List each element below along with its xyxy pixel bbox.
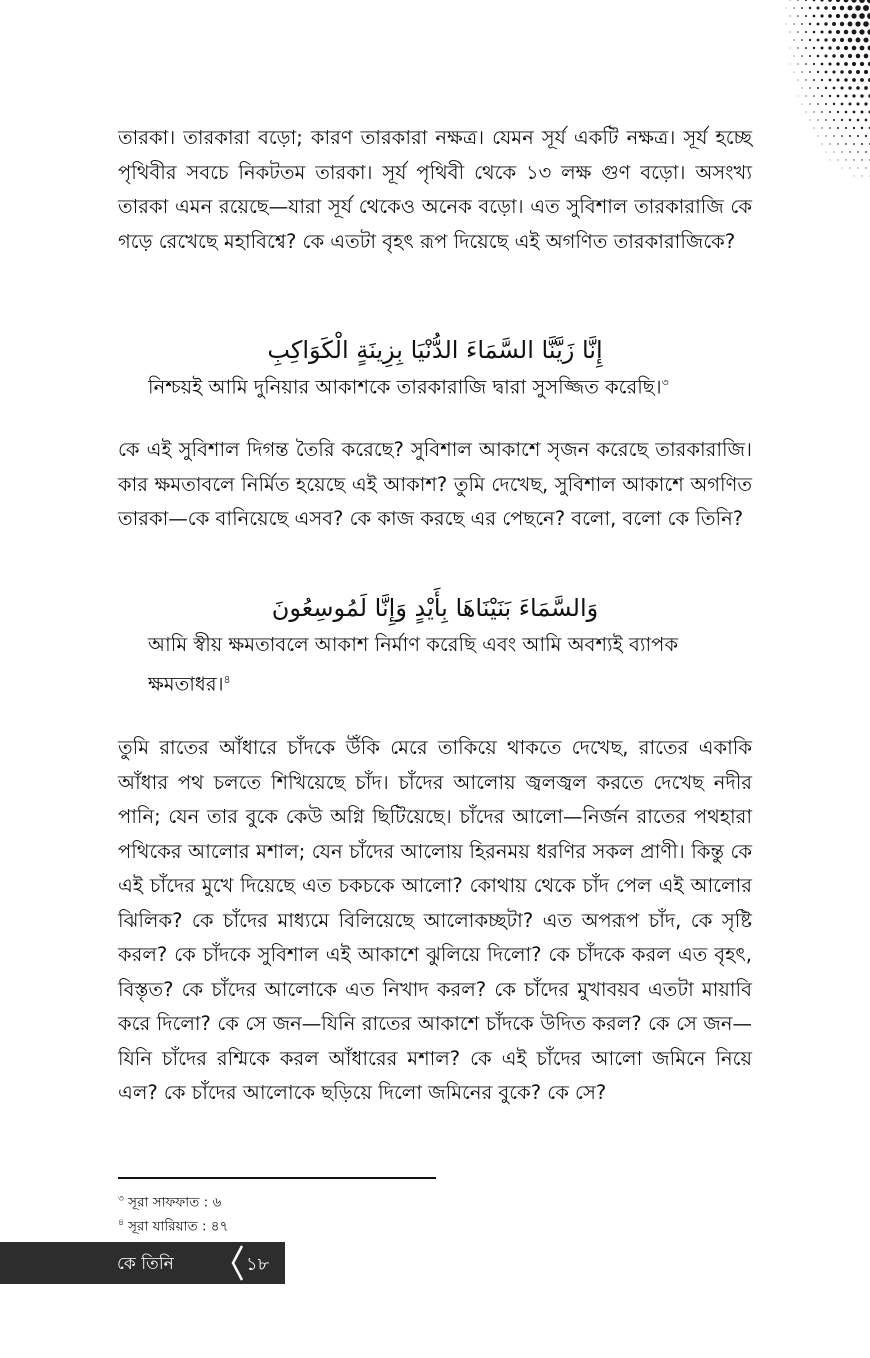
footnote-ref-3: ৩ <box>661 376 669 389</box>
book-title: কে তিনি <box>117 1254 174 1274</box>
chevron-left-icon <box>228 1242 248 1284</box>
verse-1-translation <box>148 366 752 405</box>
footnote-1 <box>118 1190 221 1212</box>
footnote-2-number: ৪ <box>118 1218 124 1228</box>
paragraph-sky: কে এই সুবিশাল দিগন্ত তৈরি করেছে? সুবিশাল আকাশে সৃজন করেছে তারকারাজি। কার ক্ষমতাবলে নির্মিত হয়েছে এই আকাশ? তুমি দেখেছ, সুবিশাল আকাশে অগণিত তারকা—কে বানিয়েছে এসব? কে কাজ করছে এর পেছনে? বলো, বলো কে তিনি? <box>118 438 752 530</box>
arabic-verse-1: إِنَّا زَيَّنَّا السَّمَاءَ الدُّنْيَا بِزِينَةٍ الْكَوَاكِبِ <box>267 336 603 364</box>
arabic-verse-2: وَالسَّمَاءَ بَنَيْنَاهَا بِأَيْدٍ وَإِنَّا لَمُوسِعُونَ <box>271 594 599 622</box>
page-number: ১৮ <box>246 1254 270 1275</box>
footnote-divider <box>118 1177 436 1179</box>
page-footer-bar <box>0 1242 285 1284</box>
verse-2-translation <box>148 628 752 702</box>
footnote-1-number: ৩ <box>118 1194 124 1204</box>
footnote-2-text: সূরা যারিয়াত : ৪৭ <box>123 1218 229 1235</box>
paragraph-stars: তারকা। তারকারা বড়ো; কারণ তারকারা নক্ষত্র। যেমন সূর্য একটি নক্ষত্র। সূর্য হচ্ছে পৃথিবীর সবচে নিকটতম তারকা। সূর্য পৃথিবী থেকে ১৩ লক্ষ গুণ বড়ো। অসংখ্য তারকা এমন রয়েছে—যারা সূর্য থেকেও অনেক বড়ো। এত সুবিশাল তারকারাজি কে গড়ে রেখেছে মহাবিশ্বে? কে এতটা বৃহৎ রূপ দিয়েছে এই অগণিত তারকারাজিকে? <box>118 126 752 253</box>
paragraph-moon: তুমি রাতের আঁধারে চাঁদকে উঁকি মেরে তাকিয়ে থাকতে দেখেছ, রাতের একাকি আঁধার পথ চলতে শিখিয়েছে চাঁদ। চাঁদের আলোয় জ্বলজ্বল করতে দেখেছ নদীর পানি; যেন তার বুকে কেউ অগ্নি ছিটিয়েছে। চাঁদের আলো—নির্জন রাতের পথহারা পথিকের আলোর মশাল; যেন চাঁদের আলোয় হিরনময় ধরণির সকল প্রাণী। কিন্তু কে এই চাঁদের মুখে দিয়েছে এত চকচকে আলো? কোথায় থেকে চাঁদ পেল এই আলোর ঝিলিক? কে চাঁদের মাধ্যমে বিলিয়েছে আলোকচ্ছটা? এত অপরূপ চাঁদ, কে সৃষ্টি করল? কে চাঁদকে সুবিশাল এই আকাশে ঝুলিয়ে দিলো? কে চাঁদকে করল এত বৃহৎ, বিস্তৃত? কে চাঁদের আলোকে এত নিখাদ করল? কে চাঁদের মুখাবয়ব এতটা মায়াবি করে দিলো? কে সে জন—যিনি রাতের আকাশে চাঁদকে উদিত করল? কে সে জন—যিনি চাঁদের রশ্মিকে করল আঁধারের মশাল? কে এই চাঁদের আলো জমিনে নিয়ে এল? কে চাঁদের আলোকে ছড়িয়ে দিলো জমিনের বুকে? কে সে? <box>118 736 752 1104</box>
footnote-2 <box>118 1214 228 1236</box>
verse-1-translation-text: নিশ্চয়ই আমি দুনিয়ার আকাশকে তারকারাজি দ্বারা সুসজ্জিত করেছি। <box>148 375 662 399</box>
footnote-1-text: সূরা সাফফাত : ৬ <box>123 1194 222 1211</box>
footnote-ref-4: ৪ <box>223 672 231 686</box>
verse-2-translation-text: আমি স্বীয় ক্ষমতাবলে আকাশ নির্মাণ করেছি এবং আমি অবশ্যই ব্যাপক ক্ষমতাধর। <box>148 633 679 695</box>
